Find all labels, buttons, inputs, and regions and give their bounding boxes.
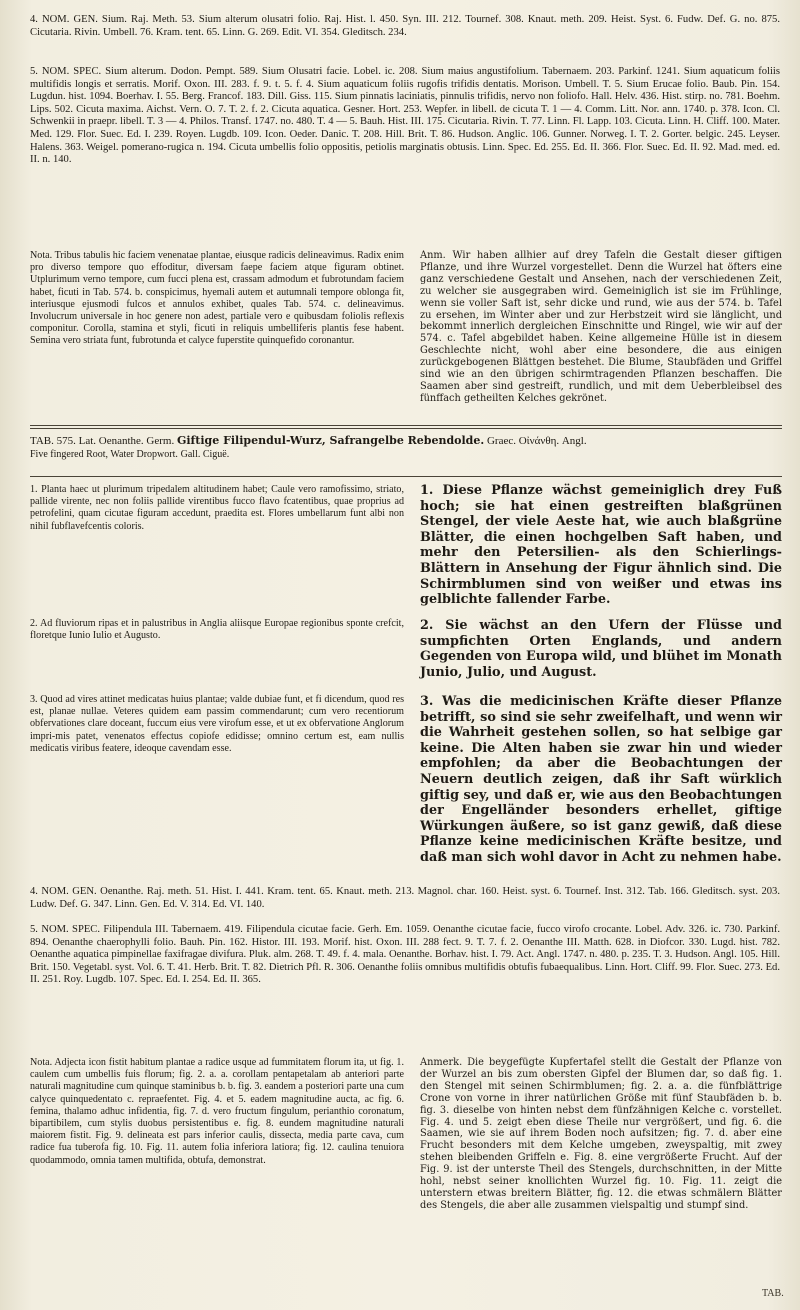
tab-575-english: Five fingered Root, Water Dropwort. bbox=[30, 449, 178, 460]
para-1-german: 1. Diese Pflanze wächst gemeiniglich drey Fuß hoch; sie hat einen gestreiften blaßgrünen Stengel, der viele Aeste hat, wie auch blaßgrüne Blätter, die einen hochgelben Saft haben, und mehr den Petersilien- als den Schierlings-Blättern in Ansehung der Figur ähnlich sind. Die Schirmblumen sind von weißer und etwas ins gelblichte fallender Farbe. bbox=[420, 483, 782, 608]
para-2-german: 2. Sie wächst an den Ufern der Flüsse und sumpfichten Orten Englands, und andern Gegenden von Europa wild, und blühet im Monath Junio, Julio, und August. bbox=[420, 618, 782, 680]
header-rule bbox=[30, 476, 782, 477]
para-1-latin: 1. Planta haec ut plurimum tripedalem altitudinem habet; Caule vero ramofissimo, striato, pallide virente, nec non foliis pallide virentibus fucco flavo fcatentibus, quae proprius ad petrofelini, quam cicutae figuram accedunt, praedita est. Flores umbellarum funt albi non nihil fubflavefcentis coloris. bbox=[30, 484, 404, 532]
tab-575-latin-title: TAB. 575. Lat. Oenanthe. Germ. bbox=[30, 435, 175, 447]
para-2-latin: 2. Ad fluviorum ripas et in palustribus in Anglia aliisque Europae regionibus sponte crefcit, floretque Iunio Iulio et Augusto. bbox=[30, 618, 404, 642]
nota-1-german: Anm. Wir haben allhier auf drey Tafeln die Gestalt dieser giftigen Pflanze, und ihre Wurzel vorgestellet. Denn die Wurzel hat öfters eine ganz verschiedene Gestalt und Ansehen, nach der verschiedenen Zeit, zu welcher sie ausgegraben wird. Gemeiniglich ist sie im Frühlinge, wenn sie voller Saft ist, sehr dicke und rund, wie aus der 574. b. Tafel zu ersehen, im Winter aber und zur Herbstzeit wird sie länglicht, und bekommt innerlich dergleichen Einschnitte und Ringel, wie wir auf der 574. c. Tafel abgebildet haben. Keine allgemeine Hülle ist in diesem Geschlechte nicht, wohl aber eine besondere, die aus einigen zurückgebogenen Blättgen bestehet. Die Blume, Staubfäden und Griffel sind wie an den übrigen schirmtragenden Pflanzen beschaffen. Die Saamen aber sind gestreift, rundlich, und mit dem Ueberbleibsel des fünffach getheilten Kelches gekrönet. bbox=[420, 250, 782, 404]
section-divider bbox=[30, 425, 782, 429]
tab-575-header bbox=[30, 434, 780, 461]
tab-575-greek: Graec. Οἰνάνθη. Angl. bbox=[486, 435, 587, 447]
para-3-german: 3. Was die medicinischen Kräfte dieser Pflanze betrifft, so sind sie sehr zweifelhaft, und wenn wir die Wahrheit gestehen sollen, so hat selbige gar keine. Die Alten haben sie zwar hin und wieder empfohlen; da aber die Beobachtungen der Neuern deutlich zeigen, daß ihr Saft würklich giftig sey, und daß er, wie aus den Beobachtungen der Engelländer besonders erhellet, giftige Würkungen äußere, so ist ganz gewiß, daß diese Pflanze keine medicinischen Kräfte besitze, und daß man sich wohl davor in Acht zu nehmen habe. bbox=[420, 694, 782, 865]
nota-1-latin: Nota. Tribus tabulis hic faciem venenatae plantae, eiusque radicis delineavimus. Radix enim pro diverso tempore quo effoditur, diversam faepe faciem atque figuram obtinet. Utplurimum verno tempore, cum fucci plena est, crassam admodum et fubrotundam faciem habet, ficuti in Tab. 574. b. conspicimus, hyemali autem et autumnali tempore oblonga fit, interiusque ejusmodi fulcos et annulos exhibet, quales Tab. 574. c. delineavimus. Involucrum universale in hoc genere non adest, partiale vero e quibusdam foliolis reflexis componitur. Corolla, stamina et styli, ficuti in reliquis umbelliferis plantis fese habent. Semina vero striata funt, fubrotunda et calyce fuperstite quinquefido coronantur. bbox=[30, 250, 404, 347]
entry-4-nom-gen: 4. NOM. GEN. Sium. Raj. Meth. 53. Sium alterum olusatri folio. Raj. Hist. l. 450. Syn. III. 212. Tournef. 308. Knaut. meth. 209. Heist. Syst. 6. Fudw. Def. G. no. 875. Cicutaria. Rivin. Umbell. 76. Kram. tent. 65. Linn. G. 269. Edit. VI. 354. Gleditsch. 234. bbox=[30, 14, 780, 38]
nota-2-latin: Nota. Adjecta icon fistit habitum plantae a radice usque ad fummitatem florum ita, ut fig. 1. caulem cum umbellis fuis florum; fig. 2. a. a. corollam pentapetalam ab anteriori parte naturali magnitudine cum quinque staminibus b. b. fig. 3. eandem a posteriori parte una cum calyce quinquedentato c. repraefentet. Fig. 4. et 5. eadem magnitudine aucta, ac fig. 6. femina, thalamo adhuc infidentia, fig. 7. d. vero fructum fingulum, perianthio coronatum, bipartibilem, cum stylis duobus persistentibus e. fig. 8. eundem magnitudine naturali maiorem fistit. Fig. 9. delineata est pars inferior caulis, dissecta, media parte cava, cum radice fua tuberofa fig. 10. Fig. 11. autem folia inferiora latiora; fig. 12. caulina tenuiora quodammodo, omnia tamen multifida, obtufa, demonstrat. bbox=[30, 1057, 404, 1166]
tab-575-gall: Gall. Ciguë. bbox=[180, 449, 230, 460]
catchword: TAB. bbox=[762, 1288, 784, 1299]
entry-5b-nom-spec: 5. NOM. SPEC. Filipendula III. Tabernaem. 419. Filipendula cicutae facie. Gerh. Em. 1059. Oenanthe cicutae facie, fucco virofo crocante. Lobel. Adv. 326. ic. 730. Parkinf. 894. Oenanthe chaerophylli folio. Bauh. Pin. 162. Histor. III. 193. Morif. hist. Oxon. III. 288 fect. 9. T. 7. f. 2. Oenanthe III. Matth. 628. in Diofcor. 330. Lugd. hist. 782. Oenanthe aquatica pimpinellae faxifragae divifura. Pluk. alm. 268. T. 49. f. 4. mala. Oenanthe. Borhav. hist. I. 79. Act. Angl. 1747. n. 480. p. 235. T. 3. Hudson. Angl. 105. Hill. Brit. 150. Vegetabl. syst. Vol. 6. T. 41. Herb. Brit. T. 82. Dietrich Pfl. R. 306. Oenanthe foliis omnibus multifidis obtufis fubaequalibus. Linn. Hort. Cliff. 99. Flor. Suec. 273. Ed. II. 251. Roy. Lugdb. 107. Spec. Ed. I. 254. Ed. II. 365. bbox=[30, 924, 780, 986]
entry-4b-nom-gen: 4. NOM. GEN. Oenanthe. Raj. meth. 51. Hist. I. 441. Kram. tent. 65. Knaut. meth. 213. Magnol. char. 160. Heist. syst. 6. Tournef. Inst. 312. Tab. 166. Gleditsch. syst. 203. Ludw. Def. G. 347. Linn. Gen. Ed. V. 314. Ed. VI. 140. bbox=[30, 886, 780, 910]
nota-2-german: Anmerk. Die beygefügte Kupfertafel stellt die Gestalt der Pflanze von der Wurzel an bis zum obersten Gipfel der Blumen dar, so daß fig. 1. den Stengel mit seinen Schirmblumen; fig. 2. a. a. die fünfblättrige Crone von vorne in ihrer natürlichen Größe mit fünf Staubfäden b. b. fig. 3. dieselbe von hinten nebst dem fünfzähnigen Kelche c. vorstellet. Fig. 4. und 5. zeigt eben diese Theile nur vergrößert, und fig. 6. die Saamen, wie sie auf ihrem Boden noch aufsitzen; fig. 7. d. aber eine Frucht besonders mit dem Kelche umgeben, zweyspaltig, mit zwey stehen bleibenden Griffeln e. Fig. 8. eine vergrößerte Frucht. Auf der Fig. 9. ist der unterste Theil des Stengels, durchschnitten, in der Mitte hohl, nebst seiner knollichten Wurzel fig. 10. Fig. 11. zeigt die unterstern etwas breitern Blätter, fig. 12. die etwas schmälern Blätter des Stengels, die aber alle zusammen vielspaltig und stumpf sind. bbox=[420, 1057, 782, 1211]
para-3-latin: 3. Quod ad vires attinet medicatas huius plantae; valde dubiae funt, et fi dicendum, quod res est, planae nullae. Veteres quidem eam passim commendarunt; cum vero recentiorum obfervationes clare doceant, fuccum eius vere virofum esse, et ut ex obfervatione Anglorum impri-mis patet, venenatos effectus copiofe edidisse; omnino certum est, eam nullis medicatis viribus featere, ideoque cavendam esse. bbox=[30, 694, 404, 754]
entry-5-nom-spec: 5. NOM. SPEC. Sium alterum. Dodon. Pempt. 589. Sium Olusatri facie. Lobel. ic. 208. Sium maius angustifolium. Tabernaem. 203. Parkinf. 1241. Sium aquaticum foliis multifidis longis et serratis. Morif. Oxon. III. 283. f. 9. t. 5. f. 4. Sium aquaticum foliis rugofis trifidis dentatis. Morison. Umbell. T. 5. Sium Erucae folio. Baub. Pin. 154. Lugdun. hist. 1094. Boerhav. I. 55. Berg. Francof. 183. Dill. Giss. 115. Sium pinnatis laciniatis, pinnulis trifidis, nervo non foliofo. Hall. Helv. 436. Hist. stirp. no. 781. Boehm. Lips. 502. Cicuta maxima. Aichst. Vern. O. 7. T. 2. f. 2. Cicuta aquatica. Gesner. Hort. 253. Wepfer. in libell. de cicuta T. 1 — 4. Comm. Litt. Nor. ann. 1740. p. 378. Icon. Cl. Schwenkii in praepr. libell. T. 3 — 4. Philos. Transf. 1747. no. 480. T. 4 — 5. Bauh. Hist. III. 175. Cicutaria. Rivin. T. 77. Linn. Fl. Lapp. 103. Cicuta. Linn. H. Cliff. 100. Mater. Med. 129. Flor. Suec. Ed. I. 239. Royen. Lugdb. 109. Icon. Oeder. Danic. T. 208. Hill. Brit. T. 86. Hudson. Anglic. 106. Gunner. Norweg. I. T. 2. Gorter. belgic. 245. Leyser. Halens. 363. Weigel. pomerano-rugica n. 194. Cicuta umbellis folio oppositis, petiolis marginatis obtusis. Linn. Spec. Ed. 255. Ed. II. 366. Flor. Suec. Ed. II. 92. Mad. med. ed. II. n. 140. bbox=[30, 66, 780, 166]
tab-575-german-title: Giftige Filipendul-Wurz, Safrangelbe Rebendolde. bbox=[176, 434, 485, 447]
